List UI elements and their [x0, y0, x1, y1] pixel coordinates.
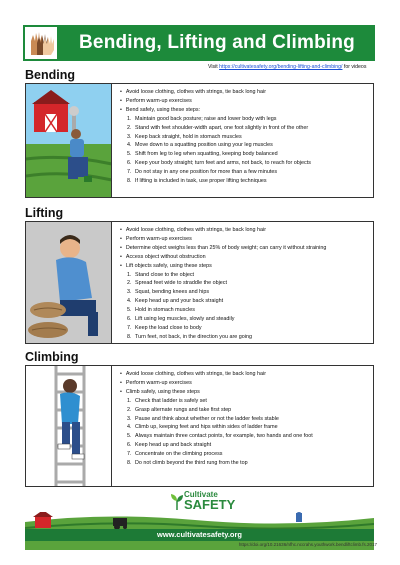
bending-heading: Bending [25, 68, 75, 82]
video-link-line [208, 64, 366, 70]
list-item: 2. Stand with feet shoulder-width apart, one foot slightly in front of the other [127, 124, 309, 131]
list-item: 3. Squat, bending knees and hips [127, 289, 210, 296]
list-item: • Perform warm-up exercises [120, 235, 373, 244]
list-item: • Avoid loose clothing, clothes with strings, tie back long hair [120, 226, 373, 235]
list-item: 6. Keep your body straight; turn feet and arms, not back, to reach for objects [127, 160, 311, 167]
list-item: 4. Keep head up and your back straight [127, 298, 224, 305]
video-link[interactable]: https://cultivatesafety.org/bending-lifting-and-climbing/ [219, 64, 343, 70]
list-item: • Access object without obstruction [120, 253, 373, 262]
list-item: • Lift objects safely, using these steps [120, 262, 373, 271]
list-item: 1. Maintain good back posture; raise and lower body with legs [127, 115, 277, 122]
hands-logo-icon [23, 25, 59, 61]
list-item: 6. Keep head up and back straight [127, 442, 212, 449]
bending-panel [25, 83, 374, 198]
lifting-panel [25, 221, 374, 344]
list-item: 2. Grasp alternate rungs and take first step [127, 406, 232, 413]
list-item: 2. Spread feet wide to straddle the object [127, 280, 227, 287]
climbing-heading: Climbing [25, 350, 79, 364]
bending-illustration [26, 84, 112, 197]
list-item: • Climb safely, using these steps [120, 388, 373, 397]
list-item: 1. Stand close to the object [127, 271, 195, 278]
logo-word-safety: SAFETY [184, 497, 236, 512]
list-item: • Avoid loose clothing, clothes with strings, tie back long hair [120, 88, 373, 97]
list-item: 5. Hold in stomach muscles [127, 307, 195, 314]
list-item: 8. If lifting is included in task, use proper lifting techniques [127, 178, 267, 185]
page-title: Bending, Lifting and Climbing [79, 32, 355, 53]
list-item: • Perform warm-up exercises [120, 379, 373, 388]
list-item: • Perform warm-up exercises [120, 97, 373, 106]
list-item: 5. Shift from leg to leg when squatting, keeping body balanced [127, 151, 278, 158]
list-item: 3. Pause and think about whether or not the ladder feels stable [127, 415, 279, 422]
cultivate-safety-logo [170, 490, 235, 511]
website-bar [25, 529, 374, 541]
logo-word-cultivate: Cultivate [184, 490, 218, 499]
list-item: • Avoid loose clothing, clothes with strings, tie back long hair [120, 370, 373, 379]
climbing-illustration [26, 366, 112, 486]
doi-reference[interactable]: https://doi.org/10.21636/nfhc.nccrahs.youthwork.bendliftclimb.fs.2017 [238, 542, 377, 547]
list-item: • Determine object weighs less than 25% of body weight; can carry it without straining [120, 244, 373, 253]
list-item: 4. Move down to a squatting position using your leg muscles [127, 142, 273, 149]
lifting-heading: Lifting [25, 206, 64, 220]
visit-suffix: for videos [342, 64, 367, 70]
list-item: 8. Turn feet, not back, in the direction you are going [127, 333, 252, 340]
list-item: 3. Keep back straight, hold in stomach muscles [127, 133, 242, 140]
list-item: • Bend safely, using these steps: [120, 106, 373, 115]
climbing-instructions [112, 366, 373, 486]
list-item: 8. Do not climb beyond the third rung from the top [127, 460, 248, 467]
list-item: 5. Always maintain three contact points, for example, two hands and one foot [127, 433, 313, 440]
visit-prefix: Visit [208, 64, 220, 70]
climbing-panel [25, 365, 374, 487]
bending-instructions [112, 84, 373, 197]
lifting-instructions [112, 222, 373, 343]
header-banner [23, 25, 375, 61]
lifting-illustration [26, 222, 112, 343]
list-item: 4. Climb up, keeping feet and hips within sides of ladder frame [127, 424, 278, 431]
list-item: 7. Do not stay in any one position for more than a few minutes [127, 169, 278, 176]
list-item: 6. Lift using leg muscles, slowly and steadily [127, 316, 235, 323]
list-item: 1. Check that ladder is safely set [127, 397, 207, 404]
sprout-icon [170, 492, 184, 510]
list-item: 7. Keep the load close to body [127, 324, 202, 331]
website-link[interactable]: www.cultivatesafety.org [156, 530, 243, 539]
list-item: 7. Concentrate on the climbing process [127, 451, 223, 458]
